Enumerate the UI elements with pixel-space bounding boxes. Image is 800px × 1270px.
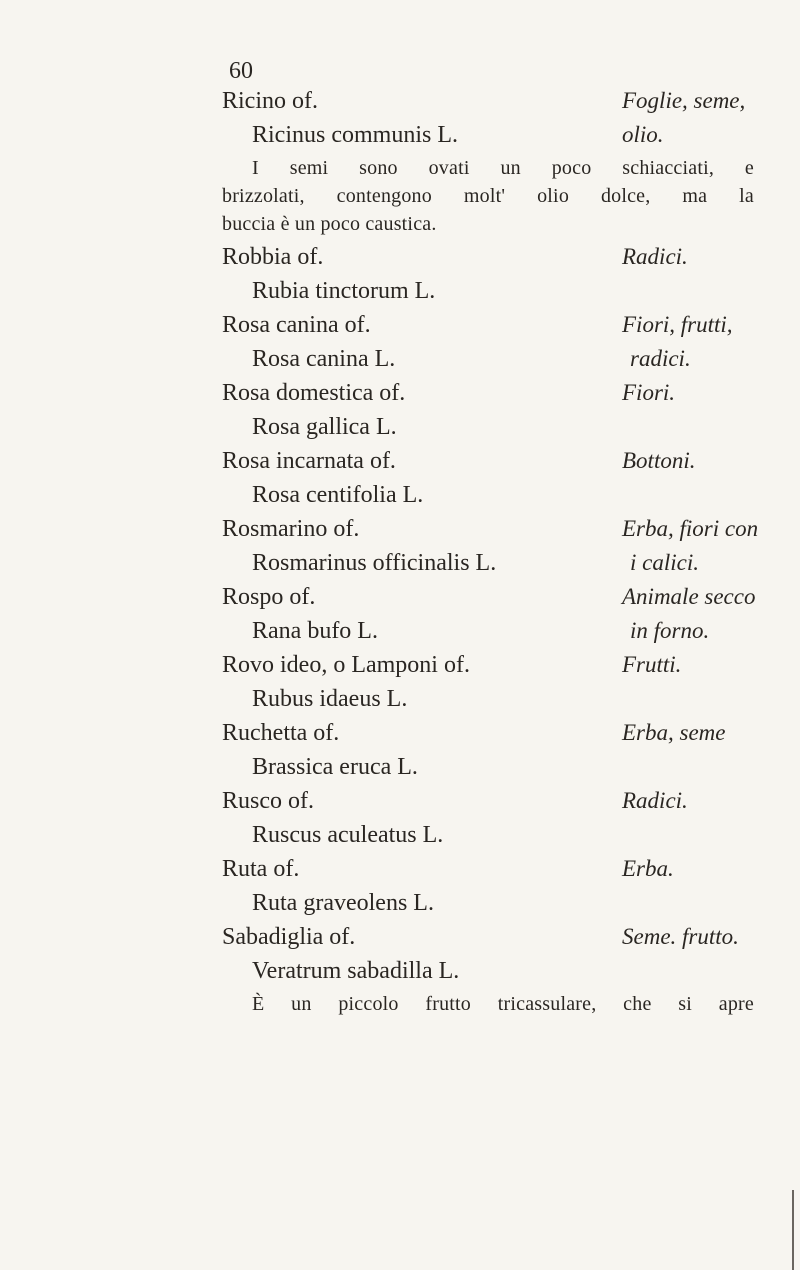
official-name: Ricino of. — [222, 88, 318, 114]
linnaean-name: Rosmarinus officinalis L. — [252, 550, 497, 576]
note-line: brizzolati, contengono molt' olio dolce, ma la — [222, 185, 754, 207]
linnaean-name: Brassica eruca L. — [252, 754, 418, 780]
official-name: Rusco of. — [222, 788, 314, 814]
entry-rosmarino-official — [0, 512, 800, 546]
linnaean-name: Veratrum sabadilla L. — [252, 958, 460, 984]
entry-sabadiglia-official — [0, 920, 800, 954]
entry-rosa-domestica-official — [0, 376, 800, 410]
entry-ricino-linnaean — [0, 118, 800, 152]
official-name: Rosmarino of. — [222, 516, 360, 542]
note-line: buccia è un poco caustica. — [222, 213, 437, 235]
linnaean-name: Ruta graveolens L. — [252, 890, 434, 916]
use: Erba, seme — [622, 720, 726, 745]
official-name: Rosa incarnata of. — [222, 448, 396, 474]
entry-ruchetta-official — [0, 716, 800, 750]
note-line: I semi sono ovati un poco schiacciati, e — [252, 157, 754, 179]
entry-rosa-incarnata-official — [0, 444, 800, 478]
entry-sabadiglia-linnaean — [0, 954, 800, 988]
use: in forno. — [630, 618, 710, 643]
use: radici. — [630, 346, 691, 371]
note-ricino — [222, 154, 754, 238]
official-name: Ruchetta of. — [222, 720, 340, 746]
page-number: 60 — [229, 58, 253, 84]
entry-rosa-canina-official — [0, 308, 800, 342]
page-edge-mark — [792, 1190, 794, 1270]
use: Fiori. — [622, 380, 676, 405]
use: Bottoni. — [622, 448, 696, 473]
entry-rosa-incarnata-linnaean — [0, 478, 800, 512]
entry-ricino-official — [0, 84, 800, 118]
use: Animale secco — [622, 584, 756, 609]
use: Fiori, frutti, — [622, 312, 733, 337]
use: Radici. — [622, 244, 688, 269]
official-name: Rosa domestica of. — [222, 380, 406, 406]
entry-rospo-linnaean — [0, 614, 800, 648]
linnaean-name: Rubus idaeus L. — [252, 686, 408, 712]
entry-rospo-official — [0, 580, 800, 614]
entry-rosa-domestica-linnaean — [0, 410, 800, 444]
note-line: È un piccolo frutto tricassulare, che si apre — [252, 993, 754, 1015]
entry-rosmarino-linnaean — [0, 546, 800, 580]
use: Radici. — [622, 788, 688, 813]
use: olio. — [622, 122, 664, 147]
entry-rusco-linnaean — [0, 818, 800, 852]
entry-ruta-linnaean — [0, 886, 800, 920]
linnaean-name: Ruscus aculeatus L. — [252, 822, 444, 848]
entry-ruchetta-linnaean — [0, 750, 800, 784]
use: Erba, fiori con — [622, 516, 759, 541]
official-name: Robbia of. — [222, 244, 324, 270]
linnaean-name: Rana bufo L. — [252, 618, 378, 644]
entry-rusco-official — [0, 784, 800, 818]
use: i calici. — [630, 550, 699, 575]
official-name: Rospo of. — [222, 584, 316, 610]
official-name: Rosa canina of. — [222, 312, 371, 338]
official-name: Rovo ideo, o Lamponi of. — [222, 652, 470, 678]
official-name: Sabadiglia of. — [222, 924, 356, 950]
linnaean-name: Ricinus communis L. — [252, 122, 458, 148]
entry-robbia-linnaean — [0, 274, 800, 308]
entry-rosa-canina-linnaean — [0, 342, 800, 376]
entry-rovo-official — [0, 648, 800, 682]
use: Foglie, seme, — [622, 88, 746, 113]
use: Seme. frutto. — [622, 924, 739, 949]
linnaean-name: Rosa gallica L. — [252, 414, 397, 440]
linnaean-name: Rosa canina L. — [252, 346, 396, 372]
entry-robbia-official — [0, 240, 800, 274]
note-sabadiglia — [222, 990, 754, 1018]
use: Erba. — [622, 856, 674, 881]
official-name: Ruta of. — [222, 856, 300, 882]
entry-ruta-official — [0, 852, 800, 886]
linnaean-name: Rubia tinctorum L. — [252, 278, 436, 304]
entry-rovo-linnaean — [0, 682, 800, 716]
use: Frutti. — [622, 652, 682, 677]
linnaean-name: Rosa centifolia L. — [252, 482, 424, 508]
